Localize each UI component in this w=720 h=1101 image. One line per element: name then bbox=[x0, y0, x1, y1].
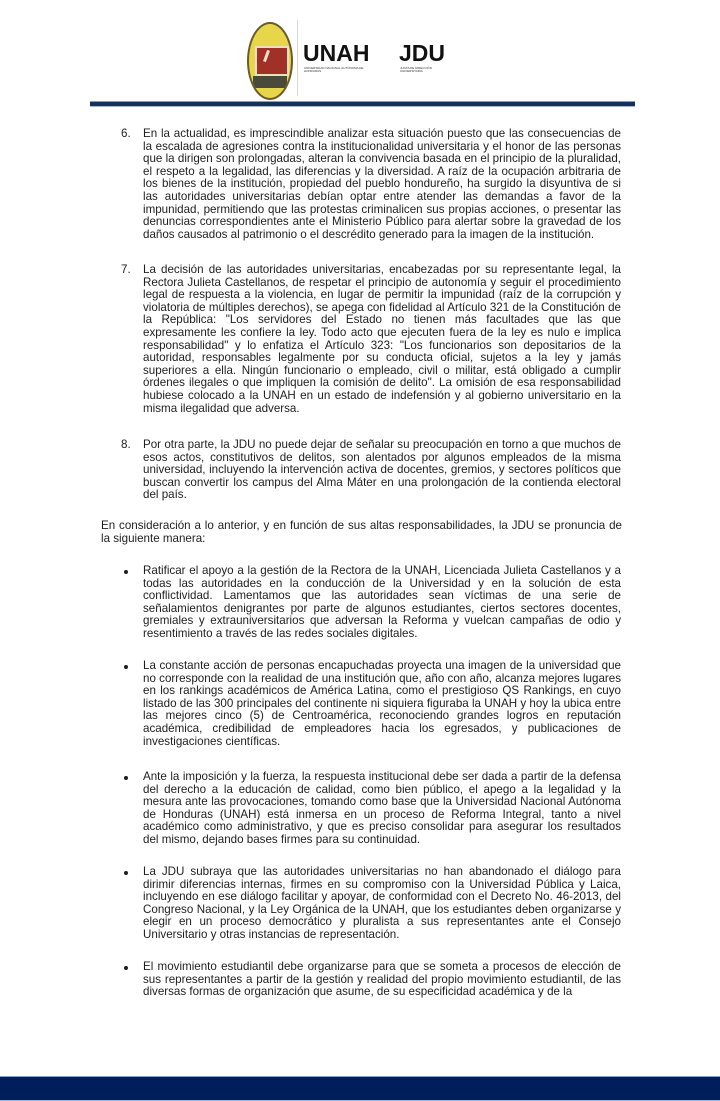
intro-paragraph: En consideración a lo anterior, y en función de sus altas responsabilidades, la JDU se pronuncia de la siguiente manera: bbox=[101, 519, 622, 545]
letterhead bbox=[0, 0, 720, 110]
header-rule bbox=[90, 101, 635, 107]
bullet-icon bbox=[124, 665, 128, 669]
item-number: 6. bbox=[121, 127, 131, 140]
seal-band bbox=[253, 76, 287, 88]
bullet-icon bbox=[124, 570, 128, 574]
item-number: 7. bbox=[121, 263, 131, 276]
item-text: La decisión de las autoridades universitarias, encabezadas por su representante legal, la Rectora Julieta Castellanos, de respetar el principio de autonomía y seguir el procedimiento legal de respuesta a la violencia, en lugar de permitir la impunidad (raíz de la corrupción y violatoria de múltiples derechos), se apega con fidelidad al Artículo 321 de la Constitución de la República: "Los servidores del Estado no tienen más facultades que las que expresamente les confiere la ley. Todo acto que ejecuten fuera de la ley es nulo e implica responsabilidad" y lo enfatiza el Artículo 323: "Los funcionarios son depositarios de la autoridad, responsables legalmente por su conducta oficial, sujetos a la ley y jamás superiores a ella. Ningún funcionario o empleado, civil o militar, está obligado a cumplir órdenes ilegales o que impliquen la comisión de delito". La omisión de esa responsabilidad hubiese colocado a la UNAH en un estado de indefensión y al gobierno universitario en la misma ilegalidad que adversa. bbox=[143, 263, 621, 415]
bullet-text: La JDU subraya que las autoridades universitarias no han abandonado el diálogo para dirimir diferencias internas, firmes en su compromiso con la Universidad Pública y Laica, incluyendo en ese diálogo facilitar y apoyar, de conformidad con el Decreto No. 46-2013, del Congreso Nacional, y la Ley Orgánica de la UNAH, que los estudiantes deben organizarse y elegir en un proceso democrático y pluralista a sus representantes ante el Consejo Universitario y otras instancias de representación. bbox=[143, 865, 621, 941]
unah-logo-text: UNAH bbox=[303, 40, 370, 66]
bullet-text: La constante acción de personas encapuchadas proyecta una imagen de la universidad que no corresponde con la realidad de una institución que, año con año, alcanza mejores lugares en los rankings académicos de América Latina, como el prestigioso QS Rankings, en cuyo listado de las 300 principales del continente ni siquiera figuraba la UNAH y hoy la ubica entre las mejores cinco (5) de Centroamérica, reconociendo grandes logros en reputación académica, credibilidad de empleadores hacia los egresados, y publicaciones de investigaciones científicas. bbox=[143, 659, 621, 748]
item-text: En la actualidad, es imprescindible analizar esta situación puesto que las consecuencias de la escalada de agresiones contra la institucionalidad universitaria y el honor de las personas que la dirigen son prolongadas, alteran la convivencia basada en el principio de la pluralidad, el respeto a la legalidad, las diferencias y la diversidad. A raíz de la ocupación arbitraria de los bienes de la institución, propiedad del pueblo hondureño, ha surgido la disyuntiva de si las autoridades universitarias debían optar entre atender las demandas a favor de la impunidad, permitiendo que las protestas criminalicen sus propias acciones, o presentar las denuncias correspondientes ante el Ministerio Público para alertar sobre la gravedad de los daños causados al patrimonio o el descrédito generado para la imagen de la institución. bbox=[143, 127, 621, 241]
bullet-text: Ante la imposición y la fuerza, la respuesta institucional debe ser dada a partir de la defensa del derecho a la educación de calidad, como bien público, el apego a la legalidad y la mesura ante las provocaciones, tomando como base que la Universidad Nacional Autónoma de Honduras (UNAH) está inmersa en un proceso de Reforma Integral, tanto a nivel académico como administrativo, y que es preciso consolidar para asegurar los resultados del mismo, dejando bases firmes para su continuidad. bbox=[143, 770, 621, 846]
item-text: Por otra parte, la JDU no puede dejar de señalar su preocupación en torno a que muchos de esos actos, constitutivos de delitos, son alentados por algunos empleados de la misma universidad, incluyendo la intervención activa de docentes, gremios, y sectores políticos que buscan convertir los campus del Alma Máter en una prolongación de la contienda electoral del país. bbox=[143, 438, 621, 502]
seal-shield bbox=[255, 46, 289, 76]
jdu-logo-text: JDU bbox=[399, 40, 446, 66]
unah-logo-subtitle: UNIVERSIDAD NACIONAL AUTÓNOMA DE HONDURAS bbox=[304, 66, 364, 73]
bullet-text: El movimiento estudiantil debe organizarse para que se someta a procesos de elección de sus representantes a partir de la gestión y realidad del propio movimiento estudiantil, de las diversas formas de organización que asume, de su especificidad académica y de la bbox=[143, 960, 621, 999]
item-number: 8. bbox=[121, 438, 131, 451]
jdu-logo-subtitle: JUNTA DE DIRECCIÓN UNIVERSITARIA bbox=[400, 66, 432, 73]
bullet-icon bbox=[124, 966, 128, 970]
bullet-icon bbox=[124, 871, 128, 875]
unah-seal-icon bbox=[247, 22, 293, 100]
bullet-text: Ratificar el apoyo a la gestión de la Rectora de la UNAH, Licenciada Julieta Castellanos y a todas las autoridades en la conducción de la Universidad y en la solución de esta conflictividad. Lamentamos que las autoridades sean víctimas de una serie de señalamientos denigrantes por parte de algunos estudiantes, ciertos sectores docentes, gremiales y extrauniversitarios que adversan la Reforma y vuelcan campañas de odio y resentimiento a través de las redes sociales digitales. bbox=[143, 564, 621, 640]
logo-divider bbox=[297, 20, 298, 96]
bullet-icon bbox=[124, 776, 128, 780]
footer-band bbox=[0, 1076, 720, 1101]
